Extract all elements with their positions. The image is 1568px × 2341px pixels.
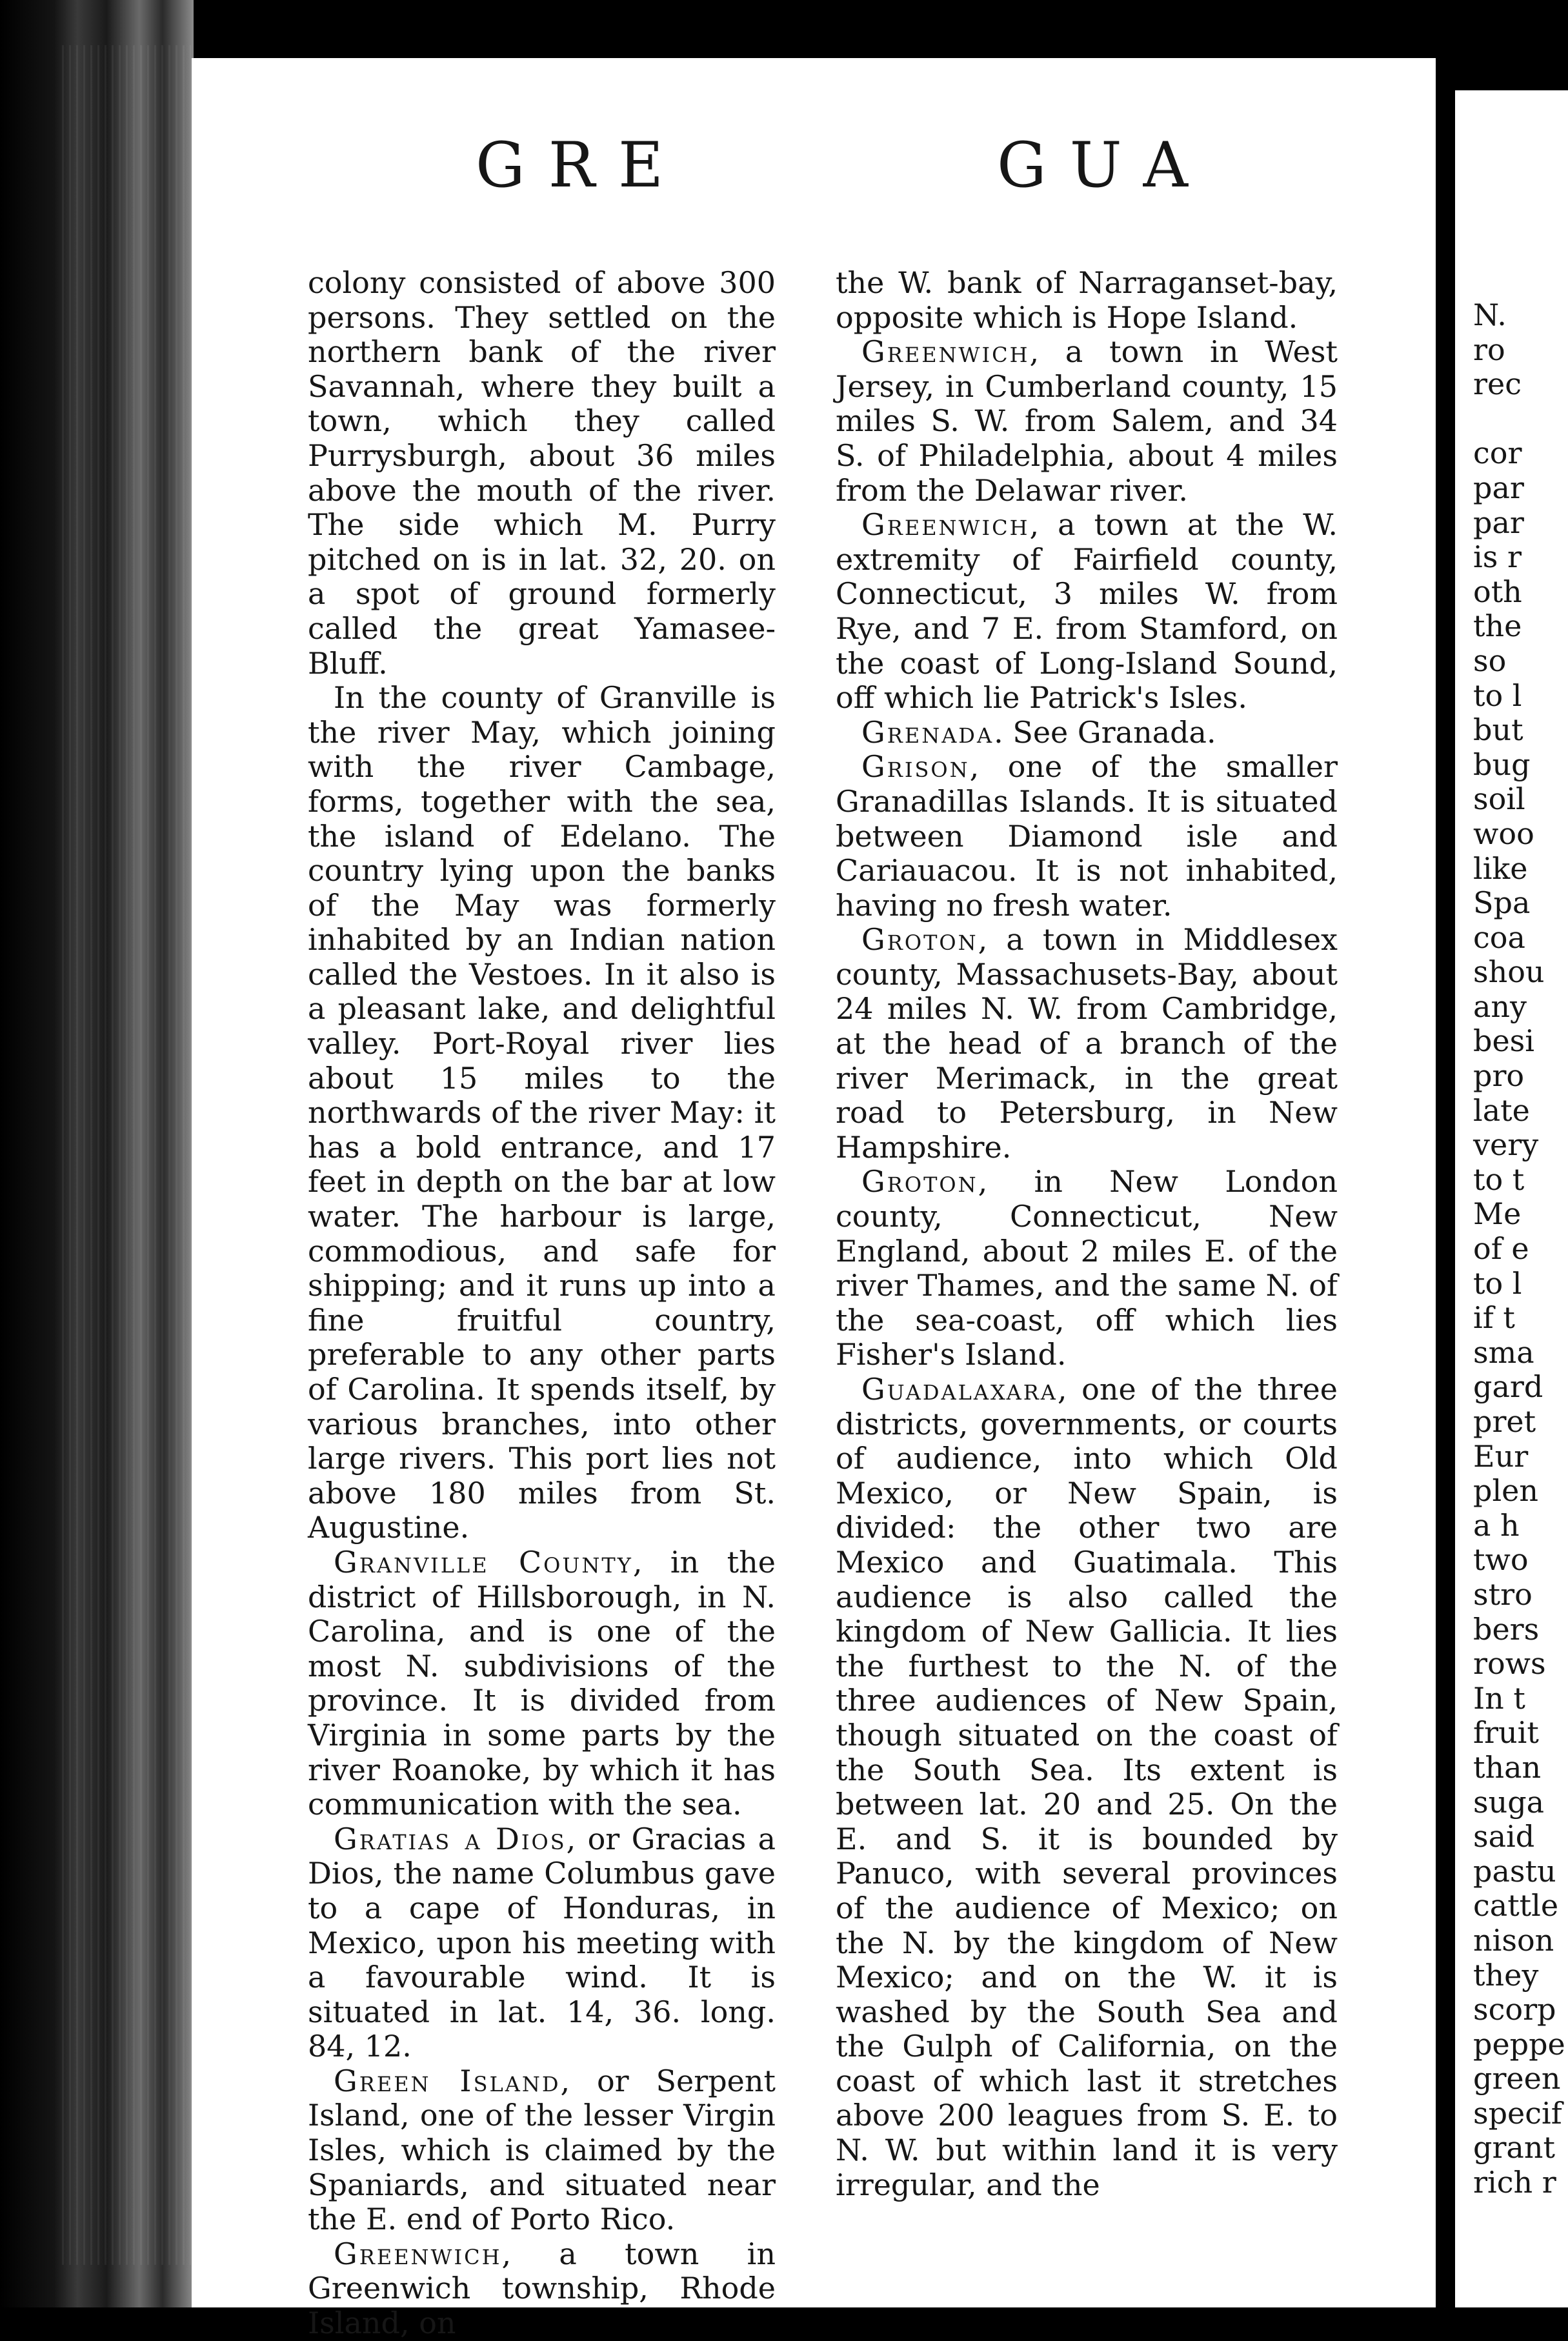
left-column-entry bbox=[308, 2064, 776, 2237]
adjacent-line-fragment: said bbox=[1473, 1819, 1535, 1854]
entry-headword: Groton bbox=[861, 1164, 978, 1200]
left-column-entry bbox=[308, 1545, 776, 1822]
left-column bbox=[308, 266, 776, 2341]
adjacent-line-fragment: they bbox=[1473, 1957, 1539, 1993]
entry-headword: Greenwich bbox=[861, 334, 1030, 370]
adjacent-line-fragment: like bbox=[1473, 850, 1528, 886]
adjacent-page-text bbox=[1473, 298, 1565, 2200]
adjacent-line-fragment: stro bbox=[1473, 1576, 1533, 1612]
adjacent-line-fragment: par bbox=[1473, 470, 1524, 505]
entry-headword: Granville County bbox=[334, 1544, 633, 1580]
right-column-entry bbox=[836, 266, 1338, 335]
adjacent-line-fragment: suga bbox=[1473, 1784, 1545, 1820]
entry-text: . See Granada. bbox=[994, 714, 1216, 750]
adjacent-line-fragment: Me bbox=[1473, 1196, 1522, 1232]
adjacent-line-fragment: very bbox=[1473, 1127, 1539, 1163]
adjacent-line-fragment: a h bbox=[1473, 1507, 1520, 1543]
entry-headword: Greenwich bbox=[334, 2236, 502, 2271]
right-column-entry bbox=[836, 750, 1338, 923]
adjacent-line-fragment: but bbox=[1473, 712, 1523, 748]
right-column-entry bbox=[836, 508, 1338, 716]
adjacent-line-fragment: besi bbox=[1473, 1023, 1534, 1059]
entry-text: , or Serpent Island, one of the lesser Virgin Isles, which is claimed by the Spaniards, and situated near the E. end of Porto Rico. bbox=[308, 2063, 776, 2237]
running-header-right: GUA bbox=[997, 129, 1211, 201]
adjacent-line-fragment: any bbox=[1473, 989, 1527, 1024]
adjacent-line-fragment bbox=[1473, 402, 1565, 437]
adjacent-line-fragment: coa bbox=[1473, 919, 1525, 955]
adjacent-line-fragment: Spa bbox=[1473, 885, 1531, 921]
entry-headword: Greenwich bbox=[861, 507, 1030, 543]
adjacent-line-fragment: late bbox=[1473, 1092, 1530, 1128]
adjacent-line-fragment: woo bbox=[1473, 816, 1534, 851]
book-page-stack bbox=[62, 45, 191, 2265]
right-column-entry bbox=[836, 716, 1338, 750]
adjacent-line-fragment: the bbox=[1473, 608, 1522, 644]
adjacent-line-fragment: oth bbox=[1473, 574, 1522, 609]
adjacent-line-fragment: bug bbox=[1473, 747, 1531, 782]
adjacent-line-fragment: than bbox=[1473, 1749, 1542, 1785]
adjacent-line-fragment: nison bbox=[1473, 1922, 1554, 1958]
adjacent-line-fragment: rec bbox=[1473, 367, 1522, 402]
adjacent-line-fragment: ro bbox=[1473, 332, 1505, 367]
adjacent-line-fragment: scorp bbox=[1473, 1992, 1556, 2027]
adjacent-line-fragment: two bbox=[1473, 1542, 1529, 1578]
entry-headword: Guadalaxara bbox=[861, 1372, 1058, 1407]
left-column-entry bbox=[308, 266, 776, 681]
adjacent-line-fragment: to t bbox=[1473, 1161, 1525, 1197]
entry-text: , or Gracias a Dios, the name Columbus gave to a cape of Honduras, in Mexico, upon his meeting with a favourable wind. It is situated in lat. 14, 36. long. 84, 12. bbox=[308, 1821, 776, 2064]
adjacent-line-fragment: sma bbox=[1473, 1334, 1534, 1370]
entry-text: , one of the smaller Granadillas Islands. It is situated between Diamond isle and Cariauacou. It is not inhabited, having no fresh water. bbox=[836, 749, 1338, 923]
adjacent-line-fragment: In t bbox=[1473, 1680, 1525, 1716]
adjacent-line-fragment: fruit bbox=[1473, 1715, 1539, 1751]
entry-text: colony consisted of above 300 persons. They settled on the northern bank of the river Savannah, where they built a town, which they called Purrysburgh, about 36 miles above the mouth of the river. The side which M. Purry pitched on is in lat. 32, 20. on a spot of ground formerly called the great Yamasee-Bluff. bbox=[308, 265, 776, 681]
entry-text: , a town in Greenwich township, Rhode Island, on bbox=[308, 2236, 776, 2341]
adjacent-page-edge bbox=[1455, 90, 1568, 2307]
adjacent-line-fragment: bers bbox=[1473, 1611, 1540, 1647]
adjacent-line-fragment: N. bbox=[1473, 297, 1507, 332]
adjacent-line-fragment: pret bbox=[1473, 1404, 1536, 1439]
left-column-entry bbox=[308, 681, 776, 1545]
adjacent-line-fragment: plen bbox=[1473, 1473, 1539, 1509]
entry-text: , in New London county, Connecticut, New England, about 2 miles E. of the river Thames, and the same N. of the sea-coast, off which lies Fisher's Island. bbox=[836, 1164, 1338, 1372]
right-column-entry bbox=[836, 923, 1338, 1165]
entry-text: , a town in Middlesex county, Massachusets-Bay, about 24 miles N. W. from Cambridge, at the head of a branch of the river Merimack, in the great road to Petersburg, in New Hampshire. bbox=[836, 922, 1338, 1165]
entry-headword: Groton bbox=[861, 922, 978, 958]
right-column-entry bbox=[836, 1165, 1338, 1372]
adjacent-line-fragment: gard bbox=[1473, 1369, 1543, 1405]
right-column bbox=[836, 266, 1338, 2202]
adjacent-line-fragment: grant bbox=[1473, 2130, 1555, 2165]
adjacent-line-fragment: so bbox=[1473, 643, 1507, 678]
entry-text: , a town at the W. extremity of Fairfield county, Connecticut, 3 miles W. from Rye, and 7 E. from Stamford, on the coast of Long-Island Sound, off which lie Patrick's Isles. bbox=[836, 507, 1338, 716]
entry-headword: Gratias a Dios bbox=[334, 1821, 567, 1856]
entry-text: In the county of Granville is the river May, which joining with the river Cambage, forms, together with the sea, the island of Edelano. The country lying upon the banks of the May was formerly inhabited by an Indian nation called the Vestoes. In it also is a pleasant lake, and delightful valley. Port-Royal river lies about 15 miles to the northwards of the river May: it has a bold entrance, and 17 feet in depth on the bar at low water. The harbour is large, commodious, and safe for shipping; and it runs up into a fine fruitful country, preferable to any other parts of Carolina. It spends itself, by various branches, into other large rivers. This port lies not above 180 miles from St. Augustine. bbox=[308, 680, 776, 1545]
adjacent-line-fragment: rows bbox=[1473, 1646, 1546, 1682]
left-column-entry bbox=[308, 1822, 776, 2064]
adjacent-line-fragment: if t bbox=[1473, 1300, 1515, 1336]
entry-text: the W. bank of Narraganset-bay, opposite which is Hope Island. bbox=[836, 265, 1338, 335]
adjacent-line-fragment: green bbox=[1473, 2061, 1561, 2096]
adjacent-line-fragment: specif bbox=[1473, 2095, 1562, 2131]
running-header-left: GRE bbox=[476, 129, 687, 201]
entry-text: , one of the three districts, governments, or courts of audience, into which Old Mexico, or New Spain, is divided: the other two are Mexico and Guatimala. This audience is also called the kingdom of New Gallicia. It lies the furthest to the N. of the three audiences of New Spain, though situated on the coast of the South Sea. Its extent is between lat. 20 and 25. On the E. and S. it is bounded by Panuco, with several provinces of the audience of Mexico; on the N. by the kingdom of New Mexico; and on the W. it is washed by the South Sea and the Gulph of California, on the coast of which last it stretches above 200 leagues from S. E. to N. W. but within land it is very irregular, and the bbox=[836, 1372, 1338, 2202]
adjacent-line-fragment: to l bbox=[1473, 1265, 1522, 1301]
book-page bbox=[192, 58, 1436, 2341]
adjacent-line-fragment: to l bbox=[1473, 678, 1522, 713]
entry-headword: Grison bbox=[861, 749, 970, 785]
adjacent-line-fragment: cattle bbox=[1473, 1888, 1559, 1924]
adjacent-line-fragment: shou bbox=[1473, 954, 1545, 990]
adjacent-line-fragment: soil bbox=[1473, 781, 1525, 817]
adjacent-line-fragment: pro bbox=[1473, 1058, 1525, 1094]
adjacent-line-fragment: par bbox=[1473, 505, 1524, 540]
entry-text: , in the district of Hillsborough, in N. Carolina, and is one of the most N. subdivisions of the province. It is divided from Virginia in some parts by the river Roanoke, by which it has communication with the sea. bbox=[308, 1544, 776, 1822]
entry-headword: Green Island bbox=[334, 2063, 561, 2098]
left-column-entry bbox=[308, 2237, 776, 2341]
right-column-entry bbox=[836, 1372, 1338, 2202]
adjacent-line-fragment: rich r bbox=[1473, 2165, 1556, 2200]
adjacent-line-fragment: of e bbox=[1473, 1231, 1529, 1267]
adjacent-line-fragment: peppe bbox=[1473, 2026, 1565, 2062]
adjacent-line-fragment: pastu bbox=[1473, 1853, 1556, 1889]
entry-headword: Grenada bbox=[861, 714, 994, 750]
adjacent-line-fragment: cor bbox=[1473, 436, 1522, 471]
adjacent-line-fragment: is r bbox=[1473, 539, 1522, 575]
adjacent-line-fragment: Eur bbox=[1473, 1438, 1529, 1474]
right-column-entry bbox=[836, 335, 1338, 508]
entry-text: , a town in West Jersey, in Cumberland county, 15 miles S. W. from Salem, and 34 S. of Philadelphia, about 4 miles from the Delawar river. bbox=[836, 334, 1338, 508]
